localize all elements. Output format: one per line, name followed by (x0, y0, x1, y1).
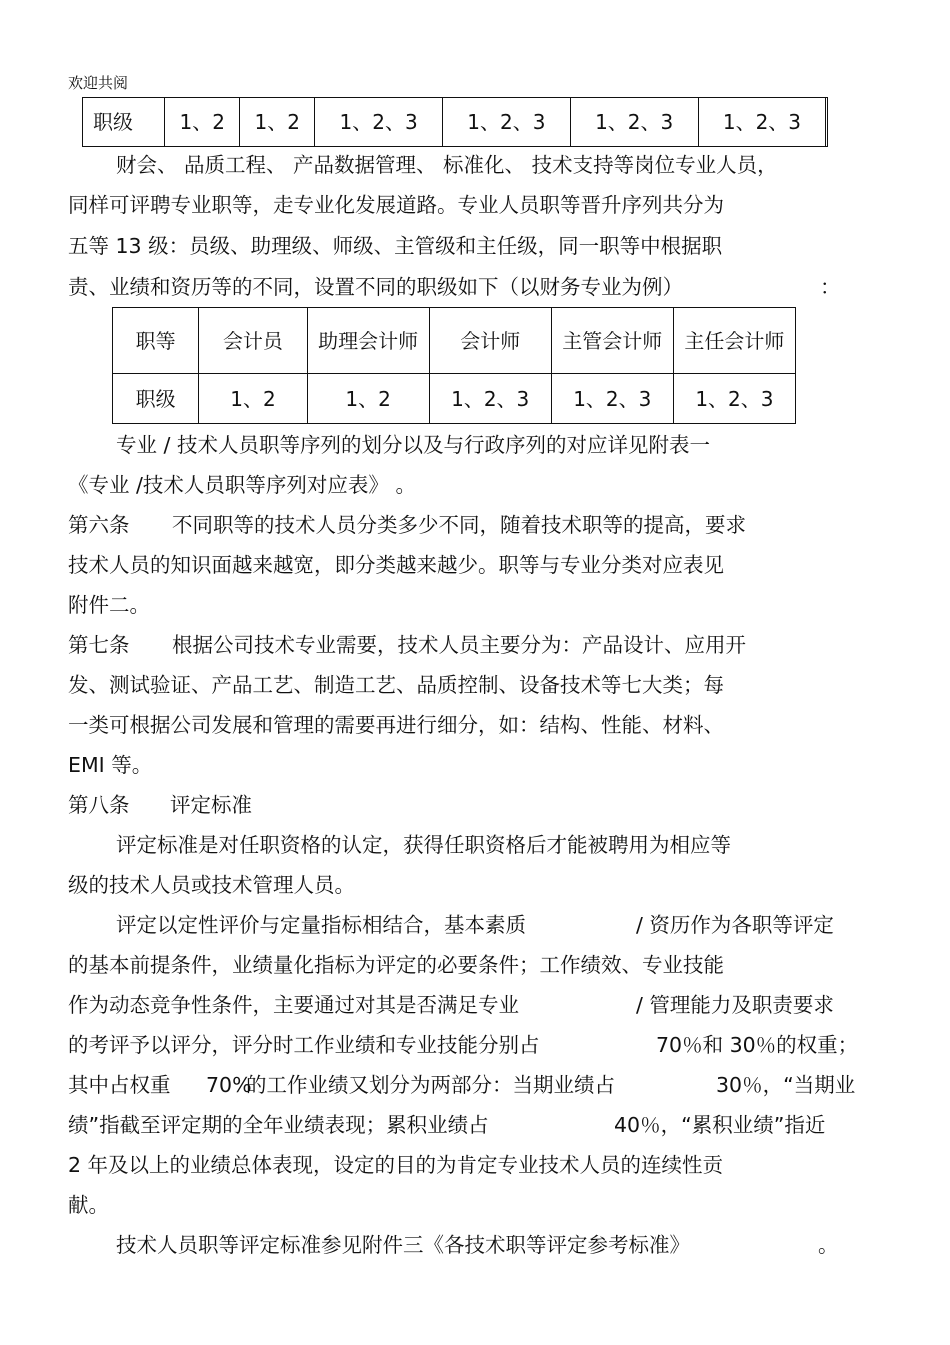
paragraph-line: 财会、 品质工程、 产品数据管理、 标准化、 技术支持等岗位专业人员， (116, 153, 778, 177)
paragraph-line: 发、测试验证、产品工艺、制造工艺、品质控制、设备技术等七大类；每 (68, 673, 724, 697)
paragraph-line: 不同职等的技术人员分类多少不同，随着技术职等的提高，要求 (172, 513, 746, 537)
paragraph-line: 2 年及以上的业绩总体表现，设定的目的为肯定专业技术人员的连续性贡 (68, 1153, 724, 1177)
table-cell (826, 98, 828, 147)
paragraph-line: 献。 (68, 1193, 109, 1217)
table-cell: 主管会计师 (551, 308, 673, 374)
paragraph-line: 评定标准是对任职资格的认定，获得任职资格后才能被聘用为相应等 (116, 833, 731, 857)
accounting-grade-table (112, 307, 796, 424)
table-row (113, 308, 796, 374)
table-cell: 1、2、3 (570, 98, 698, 147)
table-cell: 职等 (113, 308, 199, 374)
table-cell: 1、2 (165, 98, 240, 147)
paragraph-line: 技术人员的知识面越来越宽，即分类越来越少。职等与专业分类对应表见 (68, 553, 724, 577)
paragraph-line: EMI 等。 (68, 753, 153, 777)
grade-table-partial (82, 97, 828, 147)
paragraph-line: 70％和 30％的权重； (656, 1033, 859, 1057)
paragraph-line: 一类可根据公司发展和管理的需要再进行细分，如：结构、性能、材料、 (68, 713, 724, 737)
table-cell: 1、2 (240, 98, 315, 147)
paragraph-line: 绩”指截至评定期的全年业绩表现；累积业绩占 (68, 1113, 489, 1137)
page-header: 欢迎共阅 (68, 74, 129, 92)
table-cell: 会计员 (199, 308, 307, 374)
paragraph-line: 70% (206, 1073, 252, 1097)
paragraph-line: 附件二。 (68, 593, 150, 617)
paragraph-line: 《专业 /技术人员职等序列对应表》 。 (68, 473, 416, 497)
paragraph-line: 评定以定性评价与定量指标相结合，基本素质 (116, 913, 526, 937)
table-cell: 职级 (113, 374, 199, 424)
table-cell: 1、2、3 (315, 98, 443, 147)
paragraph-line: 同样可评聘专业职等，走专业化发展道路。专业人员职等晋升序列共分为 (68, 193, 724, 217)
paragraph-line: 的工作业绩又划分为两部分：当期业绩占 (246, 1073, 615, 1097)
table-cell: 职级 (83, 98, 165, 147)
paragraph-line: 作为动态竞争性条件，主要通过对其是否满足专业 (68, 993, 519, 1017)
paragraph-line: 40％，“累积业绩”指近 (614, 1113, 826, 1137)
paragraph-line: 责、业绩和资历等的不同，设置不同的职级如下（以财务专业为例） (68, 275, 683, 299)
article-title: 第六条 (68, 513, 130, 537)
table-cell: 会计师 (429, 308, 551, 374)
table-row (83, 98, 828, 147)
paragraph-line: 。 (818, 1233, 839, 1257)
paragraph-line: / 管理能力及职责要求 (636, 993, 834, 1017)
paragraph-line: / 资历作为各职等评定 (636, 913, 834, 937)
paragraph-line: 其中占权重 (68, 1073, 171, 1097)
paragraph-colon: ： (820, 275, 841, 299)
table-cell: 1、2、3 (698, 98, 826, 147)
paragraph-line: 根据公司技术专业需要，技术人员主要分为：产品设计、应用开 (172, 633, 746, 657)
table-cell: 1、2 (199, 374, 307, 424)
table-row (113, 374, 796, 424)
paragraph-line: 的基本前提条件，业绩量化指标为评定的必要条件；工作绩效、专业技能 (68, 953, 724, 977)
table-cell: 主任会计师 (673, 308, 795, 374)
table-cell: 1、2、3 (442, 98, 570, 147)
paragraph-line: 级的技术人员或技术管理人员。 (68, 873, 355, 897)
table-cell: 1、2、3 (551, 374, 673, 424)
table-cell: 1、2、3 (673, 374, 795, 424)
paragraph-line: 技术人员职等评定标准参见附件三《各技术职等评定参考标准》 (116, 1233, 690, 1257)
article-title: 第七条 (68, 633, 130, 657)
table-cell: 助理会计师 (307, 308, 429, 374)
table-cell: 1、2、3 (429, 374, 551, 424)
paragraph-line: 30％，“当期业 (716, 1073, 856, 1097)
paragraph-line: 五等 13 级：员级、助理级、师级、主管级和主任级，同一职等中根据职 (68, 234, 723, 258)
article-title: 第八条 (68, 793, 130, 817)
paragraph-line: 的考评予以评分，评分时工作业绩和专业技能分别占 (68, 1033, 540, 1057)
paragraph-line: 专业 / 技术人员职等序列的划分以及与行政序列的对应详见附表一 (116, 433, 710, 457)
table-cell: 1、2 (307, 374, 429, 424)
article-heading: 评定标准 (170, 793, 252, 817)
